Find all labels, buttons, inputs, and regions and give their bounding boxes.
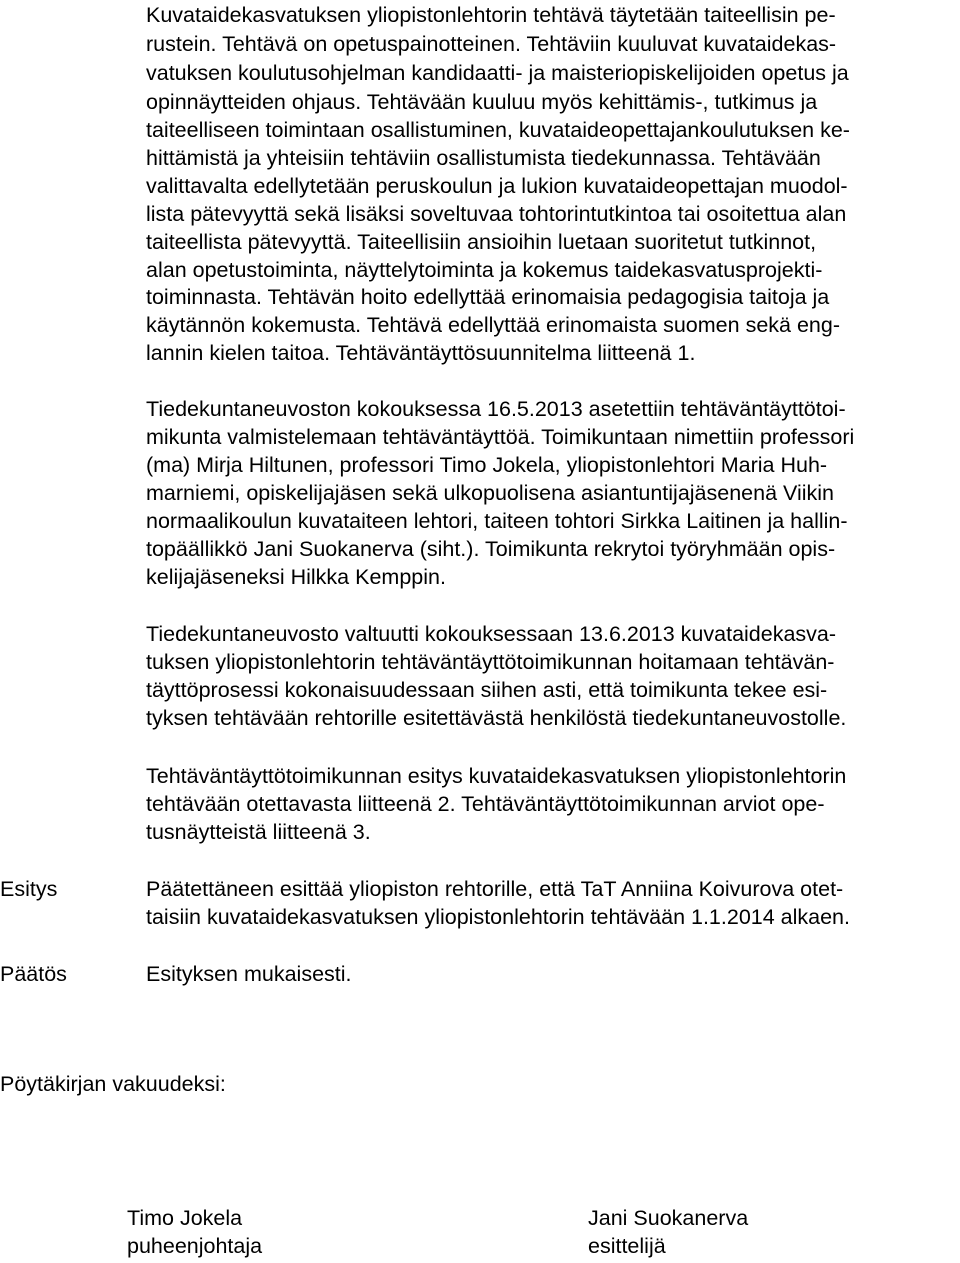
text-line: Tiedekuntaneuvoston kokouksessa 16.5.2013 asetettiin tehtäväntäyttötoi- [146, 397, 846, 421]
text-line: marniemi, opiskelijajäsen sekä ulkopuolisena asiantuntijajäsenenä Viikin [146, 481, 835, 505]
signatory-role: esittelijä [588, 1234, 666, 1258]
text-line: taisiin kuvataidekasvatuksen yliopistonlehtorin tehtävään 1.1.2014 alkaen. [146, 905, 850, 929]
text-line: käytännön kokemusta. Tehtävä edellyttää erinomaista suomen sekä eng- [146, 313, 840, 337]
text-line: opinnäytteiden ohjaus. Tehtävään kuuluu myös kehittämis-, tutkimus ja [146, 90, 818, 114]
esitys-label: Esitys [0, 877, 58, 901]
text-line: vatuksen koulutusohjelman kandidaatti- ja maisteriopiskelijoiden opetus ja [146, 61, 849, 85]
signatory-role: puheenjohtaja [127, 1234, 263, 1258]
text-line: (ma) Mirja Hiltunen, professori Timo Jokela, yliopistonlehtori Maria Huh- [146, 453, 828, 477]
text-line: rustein. Tehtävä on opetuspainotteinen. Tehtäviin kuuluvat kuvataidekas- [146, 32, 837, 56]
text-line: mikunta valmistelemaan tehtäväntäyttöä. Toimikuntaan nimettiin professori [146, 425, 855, 449]
text-line: toiminnasta. Tehtävän hoito edellyttää erinomaisia pedagogisia taitoja ja [146, 285, 830, 309]
text-line: tusnäytteistä liitteenä 3. [146, 820, 371, 844]
text-line: kelijajäseneksi Hilkka Kemppin. [146, 565, 446, 589]
text-line: valittavalta edellytetään peruskoulun ja lukion kuvataideopettajan muodol- [146, 174, 848, 198]
text-line: lannin kielen taitoa. Tehtäväntäyttösuunnitelma liitteenä 1. [146, 341, 696, 365]
text-line: täyttöprosessi kokonaisuudessaan siihen asti, että toimikunta tekee esi- [146, 678, 828, 702]
text-line: Kuvataidekasvatuksen yliopistonlehtorin tehtävä täytetään taiteellisin pe- [146, 3, 836, 27]
text-line: taiteellista pätevyyttä. Taiteellisiin ansioihin luetaan suoritetut tutkinnot, [146, 230, 817, 254]
text-line: hittämistä ja yhteisiin tehtäviin osallistumista tiedekunnassa. Tehtävään [146, 146, 821, 170]
verification-heading: Pöytäkirjan vakuudeksi: [0, 1072, 226, 1096]
text-line: tyksen tehtävään rehtorille esitettävästä henkilöstä tiedekuntaneuvostolle. [146, 706, 847, 730]
paatos-label: Päätös [0, 962, 67, 986]
text-line: alan opetustoiminta, näyttelytoiminta ja kokemus taidekasvatusprojekti- [146, 258, 823, 282]
text-line: taiteelliseen toimintaan osallistuminen, kuvataideopettajankoulutuksen ke- [146, 118, 850, 142]
signatory-name: Jani Suokanerva [588, 1206, 749, 1230]
text-line: tehtävään otettavasta liitteenä 2. Tehtäväntäyttötoimikunnan arviot ope- [146, 792, 825, 816]
paatos-text: Esityksen mukaisesti. [146, 962, 352, 986]
text-line: tuksen yliopistonlehtorin tehtäväntäyttötoimikunnan hoitamaan tehtävän- [146, 650, 835, 674]
text-line: Tehtäväntäyttötoimikunnan esitys kuvataidekasvatuksen yliopistonlehtorin [146, 764, 847, 788]
text-line: normaalikoulun kuvataiteen lehtori, taiteen tohtori Sirkka Laitinen ja hallin- [146, 509, 848, 533]
text-line: topäällikkö Jani Suokanerva (siht.). Toimikunta rekrytoi työryhmään opis- [146, 537, 836, 561]
text-line: lista pätevyyttä sekä lisäksi soveltuvaa tohtorintutkintoa tai osoitettua alan [146, 202, 847, 226]
signatory-name: Timo Jokela [127, 1206, 243, 1230]
text-line: Tiedekuntaneuvosto valtuutti kokouksessaan 13.6.2013 kuvataidekasva- [146, 622, 837, 646]
text-line: Päätettäneen esittää yliopiston rehtorille, että TaT Anniina Koivurova otet- [146, 877, 844, 901]
